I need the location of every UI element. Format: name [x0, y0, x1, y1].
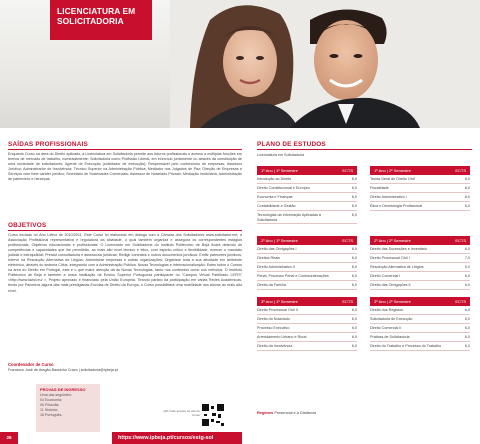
qr-caption: QR Code acesso ao site do Curso [163, 409, 200, 417]
course-ects: 6,0 [464, 326, 470, 331]
course-name: Direito Processual Civil II [257, 308, 298, 313]
course-ects: 6,0 [351, 247, 357, 252]
objetivos-heading: OBJETIVOS [8, 222, 47, 229]
course-ects: 6,0 [351, 335, 357, 340]
course-ects: 6,0 [351, 213, 357, 218]
course-row [257, 306, 357, 315]
prova-item: 18 Português. [40, 413, 63, 418]
course-row [370, 324, 470, 333]
course-row [370, 281, 470, 290]
course-ects: 6,0 [464, 344, 470, 349]
course-row [370, 272, 470, 281]
students-photo [170, 0, 480, 128]
course-ects: 6,0 [351, 177, 357, 182]
semester-label: 3º Ano | 2º Semestre [374, 299, 411, 304]
course-row [370, 306, 470, 315]
course-ects: 6,0 [351, 274, 357, 279]
semester-table [370, 297, 470, 351]
saidas-rule [8, 149, 242, 150]
page-number: 26 [0, 432, 18, 444]
course-name: Direito do Notariado [257, 317, 290, 322]
qr-code-icon[interactable] [202, 404, 224, 426]
semester-table [370, 166, 470, 211]
course-name: Economia e Finanças [257, 195, 293, 200]
ects-label: ECTS [455, 299, 466, 304]
semester-header [370, 236, 470, 245]
course-name: Direito Comercial I [370, 274, 401, 279]
course-row [257, 193, 357, 202]
course-ects: 6,0 [351, 204, 357, 209]
course-row [370, 333, 470, 342]
course-ects: 6,0 [464, 335, 470, 340]
title-band [50, 0, 152, 40]
course-row [370, 175, 470, 184]
course-name: Arrendamento Urbano e Rural [257, 335, 307, 340]
course-name: Direito dos Registos [370, 308, 403, 313]
ects-label: ECTS [455, 168, 466, 173]
objetivos-rule [8, 230, 242, 231]
course-ects: 6,0 [464, 274, 470, 279]
course-name: Práticas de Solicitadoria [370, 335, 410, 340]
course-ects: 7,0 [464, 256, 470, 261]
course-row [370, 202, 470, 211]
semester-table [370, 236, 470, 290]
course-row [257, 202, 357, 211]
semester-header [370, 297, 470, 306]
course-name: Direito da Insolvência [257, 344, 293, 349]
semester-header [257, 236, 357, 245]
course-name: Direito Constitucional e Europeu [257, 186, 310, 191]
ects-label: ECTS [455, 238, 466, 243]
regimes-value: Presencial e à Distância [274, 410, 317, 415]
course-row [257, 324, 357, 333]
course-name: Direito do Trabalho e Processo do Trabalho [370, 344, 442, 349]
course-row [257, 175, 357, 184]
course-ects: 8,0 [464, 177, 470, 182]
course-ects: 6,0 [464, 317, 470, 322]
course-name: Resolução Alternativa de Litígios [370, 265, 424, 270]
provas-ingresso-box [36, 384, 100, 432]
saidas-heading: SAÍDAS PROFISSIONAIS [8, 141, 88, 148]
course-row [257, 342, 357, 351]
semester-label: 2º Ano | 2º Semestre [374, 238, 411, 243]
course-row [257, 281, 357, 290]
course-ects: 5,0 [464, 265, 470, 270]
course-ects: 8,0 [464, 186, 470, 191]
course-ects: 6,0 [351, 317, 357, 322]
course-name: Direito Comercial II [370, 326, 402, 331]
ects-label: ECTS [342, 299, 353, 304]
course-ects: 6,0 [464, 247, 470, 252]
plano-rule [257, 149, 472, 150]
plano-heading: PLANO DE ESTUDOS [257, 141, 326, 148]
course-ects: 6,0 [351, 256, 357, 261]
prova-item: 06 Filosofia; [40, 403, 60, 408]
course-name: Fiscalidade [370, 186, 389, 191]
course-row [257, 211, 357, 224]
semester-table [257, 166, 357, 224]
course-row [370, 315, 470, 324]
saidas-text: Enquanto Curso na área do Direito aplicado, a Licenciatura em Solicitadoria permite aos futuros profissionais o acesso a múltiplas funções em termos de mercado de trabalho, nomeadamente: Solicitadoria como Profissão Liberal, em exercício juntamente ou através da constituição de uma sociedade de solicitadores; Agente de Execução (solicitador de execução); Responsável pelo contencioso de empresas; Assessor Jurídico; Administrador de Insolvência; Técnico Superior na Administração Pública; Mediador nos Julgados de Paz; Direção de Empresas e Serviços com forte caráter jurídico; Secretário de Sociedades Comerciais; Assessor de Notariado Privado; Mediação Imobiliária, Administração de património e heranças. [8, 152, 242, 182]
semester-table [257, 297, 357, 351]
course-row [370, 245, 470, 254]
course-ects: 6,0 [351, 283, 357, 288]
title-line-2: SOLICITADORIA [57, 16, 124, 26]
objetivos-text: Curso iniciado no Ano Letivo de 2010/2011. Este Curso foi elaborado em diálogo com a Câmara dos Solicitadores www.solicitador.net, a Associação Profissional representativa e reguladora da atividade, o qual também organiza e assegura os correspondentes estágios profissionais. Objetivos educacionais e profissionais: O Licenciado em Solicitadoria do Instituto Politécnico de Beja ficará detendo de competências e capacidades que lhe permitirão, ao mais alto nível técnico e ético, com espírito crítico e flexibilidade, exercer o mandato judicial e extrajudicial; Prestar consultadoria e assessoria jurídicas; Redigir contratos e outros documentos jurídicos; Emitir pareceres jurídicos; Intervir na Resolução Alternativa de Litígios; Administrar empresas e outras organizações; Organizar toda a sua atividade em ambiente eletrónico, através do sistema Citius, integrando com a Administração Pública. Novas Tecnologias e Internacionalização: Estes todos o Cursos na área do Direito em Portugal, este é o que maior atenção dá às Novas Tecnologias, tanto nos conteúdos como nos métodos. O Instituto Politécnico de Beja é também a única Instituição de Ensino Superior Portuguesa participante no "Campus Virtual Partilhado LEFIS" <http://www.lawcl.eu/ >, Projeto aprovado e financiado pela União Europeia. Tirando partido da participação em várias Redes Académicas, tendo por Parceiros alguns das mais prestigiadas Escolas de Direito da Europa, o Curso possibilitará uma mobilidade dos alunos ao mais alto nível. [8, 233, 242, 293]
course-name: Processo Executivo [257, 326, 290, 331]
course-name: Tecnologias da Informação Aplicadas à Solicitadoria [257, 213, 321, 222]
course-name: Direito da Família [257, 283, 286, 288]
semester-table [257, 236, 357, 290]
hero-banner [0, 0, 480, 128]
coordinator-text: Francisco José de Aragão Bassinho Cravo | solicitadoria@ipbeja.pt [8, 368, 118, 372]
course-ects: 8,0 [464, 195, 470, 200]
course-name: Introdução ao Direito [257, 177, 292, 182]
course-ects: 6,0 [351, 344, 357, 349]
ects-label: ECTS [342, 238, 353, 243]
prova-item: 11 História; [40, 408, 58, 413]
semester-label: 2º Ano | 1º Semestre [261, 238, 298, 243]
course-row [257, 272, 357, 281]
course-ects: 6,0 [351, 265, 357, 270]
course-ects: 6,0 [464, 283, 470, 288]
prova-item: 04 Economia; [40, 398, 62, 403]
course-name: Direito das Obrigações I [257, 247, 297, 252]
course-ects: 6,0 [351, 326, 357, 331]
course-name: Ética e Deontologia Profissional [370, 204, 423, 209]
plano-subtitle: Licenciatura em Solicitadoria [257, 153, 305, 157]
course-row [370, 254, 470, 263]
course-ects: 6,0 [351, 186, 357, 191]
course-row [370, 184, 470, 193]
course-ects: 6,0 [464, 308, 470, 313]
course-name: Direito Processual Civil I [370, 256, 410, 261]
ects-label: ECTS [342, 168, 353, 173]
course-name: Solicitadoria de Execução [370, 317, 413, 322]
semester-header [257, 166, 357, 175]
prova-item: Uma das seguintes: [40, 393, 72, 397]
course-name: Penal, Processo Penal e Contraordenações [257, 274, 329, 279]
course-ects: 6,0 [351, 195, 357, 200]
course-name: Direitos Reais [257, 256, 280, 261]
regimes-line [257, 410, 316, 415]
provas-title: PROVAS DE INGRESSO [40, 387, 86, 392]
semester-header [257, 297, 357, 306]
course-row [370, 263, 470, 272]
semester-header [370, 166, 470, 175]
semester-label: 1º Ano | 2º Semestre [374, 168, 411, 173]
course-row [257, 333, 357, 342]
title-line-1: LICENCIATURA EM [57, 6, 136, 16]
coordinator-label: Coordenador de Curso [8, 362, 54, 367]
course-row [257, 254, 357, 263]
course-name: Direito Administrativo II [257, 265, 295, 270]
course-name: Contabilidade e Gestão [257, 204, 296, 209]
course-ects: 6,0 [464, 204, 470, 209]
course-name: Direito das Sucessões e Inventário [370, 247, 427, 252]
course-row [257, 184, 357, 193]
course-url-link[interactable]: https://www.ipbeja.pt/cursos/estg-sol [112, 432, 242, 444]
course-row [370, 342, 470, 351]
course-row [257, 245, 357, 254]
course-row [257, 263, 357, 272]
semester-label: 3º Ano | 1º Semestre [261, 299, 298, 304]
course-row [370, 193, 470, 202]
course-name: Teoria Geral do Direito Civil [370, 177, 415, 182]
course-ects: 6,0 [351, 308, 357, 313]
course-name: Direito das Obrigações II [370, 283, 411, 288]
course-row [257, 315, 357, 324]
regimes-label: Regimes [257, 410, 274, 415]
course-name: Direito Administrativo I [370, 195, 407, 200]
semester-label: 1º Ano | 1º Semestre [261, 168, 298, 173]
